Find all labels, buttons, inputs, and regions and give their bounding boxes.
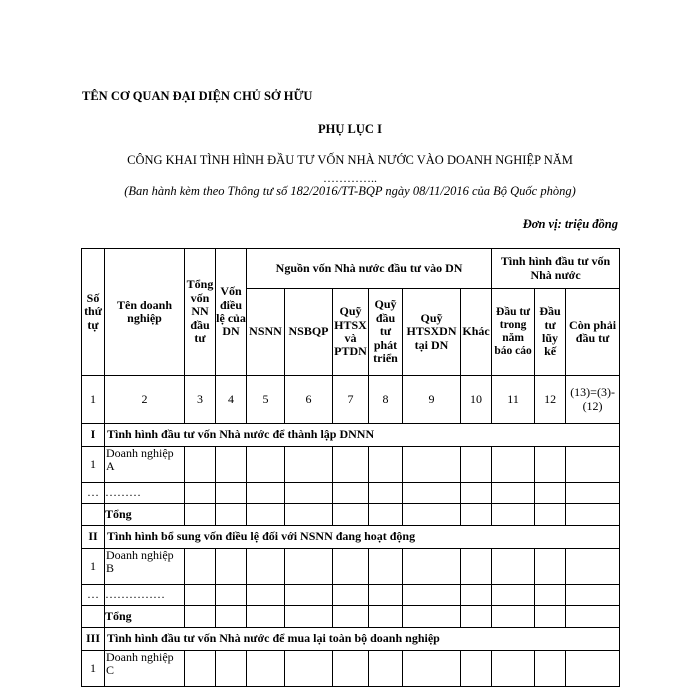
- empty-cell: [82, 606, 105, 628]
- empty-cell: [535, 549, 566, 585]
- empty-cell: [566, 504, 620, 526]
- empty-cell: [492, 606, 535, 628]
- header-khac: Khác: [461, 289, 492, 376]
- empty-cell: [247, 585, 285, 606]
- column-number: 10: [461, 376, 492, 424]
- empty-cell: [285, 483, 333, 504]
- empty-cell: [403, 585, 461, 606]
- empty-cell: [285, 504, 333, 526]
- empty-cell: [216, 447, 247, 483]
- empty-cell: [566, 606, 620, 628]
- row-number-dots: …: [82, 585, 105, 606]
- section-title: Tình hình đầu tư vốn Nhà nước để mua lại toàn bộ doanh nghiệp: [105, 628, 620, 651]
- unit-label: Đơn vị: triệu đồng: [522, 217, 618, 231]
- section-title: Tình hình đầu tư vốn Nhà nước để thành lập DNNN: [105, 424, 620, 447]
- empty-cell: [492, 549, 535, 585]
- enterprise-name: Doanh nghiệp B: [105, 549, 185, 585]
- header-nsbqp: NSBQP: [285, 289, 333, 376]
- empty-cell: [247, 504, 285, 526]
- empty-cell: [185, 447, 216, 483]
- column-number: 7: [333, 376, 369, 424]
- empty-cell: [492, 651, 535, 687]
- empty-cell: [333, 504, 369, 526]
- empty-cell: [333, 549, 369, 585]
- section-roman: III: [82, 628, 105, 651]
- total-label: Tổng: [105, 606, 185, 628]
- header-tinh-hinh-group: Tình hình đầu tư vốn Nhà nước: [492, 249, 620, 289]
- header-stt: Số thứ tự: [82, 249, 105, 376]
- row-number-dots: …: [82, 483, 105, 504]
- empty-cell: [216, 504, 247, 526]
- column-number: 1: [82, 376, 105, 424]
- empty-cell: [535, 483, 566, 504]
- empty-cell: [369, 447, 403, 483]
- header-tong-von: Tổng vốn NN đầu tư: [185, 249, 216, 376]
- empty-cell: [247, 483, 285, 504]
- empty-cell: [461, 606, 492, 628]
- header-dau-tu-trong-nam: Đầu tư trong năm báo cáo: [492, 289, 535, 376]
- table-row: [82, 447, 620, 483]
- empty-cell: [566, 651, 620, 687]
- header-quy-dau-tu-phat-trien: Quỹ đầu tư phát triển: [369, 289, 403, 376]
- total-row: [82, 606, 620, 628]
- enterprise-name: Doanh nghiệp C: [105, 651, 185, 687]
- empty-cell: [492, 504, 535, 526]
- empty-cell: [247, 606, 285, 628]
- table-row: [82, 549, 620, 585]
- empty-cell: [535, 504, 566, 526]
- empty-cell: [185, 606, 216, 628]
- empty-cell: [535, 447, 566, 483]
- column-number: 9: [403, 376, 461, 424]
- empty-cell: [403, 504, 461, 526]
- column-number: (13)=(3)-(12): [566, 376, 620, 424]
- empty-cell: [333, 651, 369, 687]
- empty-cell: [535, 585, 566, 606]
- section-roman: I: [82, 424, 105, 447]
- column-number: 3: [185, 376, 216, 424]
- empty-cell: [535, 606, 566, 628]
- empty-cell: [333, 585, 369, 606]
- column-number: 5: [247, 376, 285, 424]
- empty-cell: [185, 504, 216, 526]
- column-number-row: [82, 376, 620, 424]
- empty-cell: [566, 483, 620, 504]
- empty-cell: [216, 585, 247, 606]
- empty-cell: [82, 504, 105, 526]
- empty-cell: [247, 651, 285, 687]
- empty-cell: [247, 447, 285, 483]
- empty-cell: [216, 651, 247, 687]
- empty-cell: [216, 549, 247, 585]
- empty-cell: [492, 483, 535, 504]
- header-nguon-von-group: Nguồn vốn Nhà nước đầu tư vào DN: [247, 249, 492, 289]
- empty-cell: [369, 651, 403, 687]
- empty-cell: [461, 651, 492, 687]
- header-von-dieu-le: Vốn điều lệ của DN: [216, 249, 247, 376]
- enterprise-name-dots: ………: [105, 483, 185, 504]
- header-quy-htsx: Quỹ HTSX và PTDN: [333, 289, 369, 376]
- total-label: Tổng: [105, 504, 185, 526]
- column-number: 6: [285, 376, 333, 424]
- empty-cell: [492, 447, 535, 483]
- empty-cell: [403, 483, 461, 504]
- investment-table: [81, 248, 620, 687]
- empty-cell: [403, 447, 461, 483]
- empty-cell: [461, 504, 492, 526]
- empty-cell: [285, 651, 333, 687]
- empty-cell: [492, 585, 535, 606]
- empty-cell: [403, 549, 461, 585]
- empty-cell: [566, 447, 620, 483]
- column-number: 11: [492, 376, 535, 424]
- empty-cell: [333, 447, 369, 483]
- row-number: 1: [82, 447, 105, 483]
- column-number: 4: [216, 376, 247, 424]
- header-ten-doanh-nghiep: Tên doanh nghiệp: [105, 249, 185, 376]
- document-title: CÔNG KHAI TÌNH HÌNH ĐẦU TƯ VỐN NHÀ NƯỚC VÀO DOANH NGHIỆP NĂM: [127, 153, 573, 167]
- document-subtitle: (Ban hành kèm theo Thông tư số 182/2016/TT-BQP ngày 08/11/2016 của Bộ Quốc phòng): [124, 184, 576, 198]
- row-number: 1: [82, 549, 105, 585]
- agency-name: TÊN CƠ QUAN ĐẠI DIỆN CHỦ SỞ HỮU: [82, 89, 313, 103]
- header-quy-htsxdn: Quỹ HTSXDN tại DN: [403, 289, 461, 376]
- empty-cell: [285, 549, 333, 585]
- empty-cell: [461, 447, 492, 483]
- section-row-ii: [82, 526, 620, 549]
- enterprise-name: Doanh nghiệp A: [105, 447, 185, 483]
- empty-cell: [216, 483, 247, 504]
- table-row: [82, 483, 620, 504]
- empty-cell: [285, 585, 333, 606]
- empty-cell: [185, 585, 216, 606]
- header-nsnn: NSNN: [247, 289, 285, 376]
- empty-cell: [369, 504, 403, 526]
- empty-cell: [285, 606, 333, 628]
- enterprise-name-dots: ……………: [105, 585, 185, 606]
- empty-cell: [403, 651, 461, 687]
- section-roman: II: [82, 526, 105, 549]
- empty-cell: [403, 606, 461, 628]
- table-row: [82, 651, 620, 687]
- empty-cell: [461, 585, 492, 606]
- empty-cell: [185, 651, 216, 687]
- header-row-1: [82, 249, 620, 289]
- empty-cell: [185, 549, 216, 585]
- empty-cell: [369, 483, 403, 504]
- empty-cell: [461, 483, 492, 504]
- empty-cell: [333, 606, 369, 628]
- column-number: 8: [369, 376, 403, 424]
- empty-cell: [247, 549, 285, 585]
- empty-cell: [285, 447, 333, 483]
- table-row: [82, 585, 620, 606]
- empty-cell: [369, 606, 403, 628]
- empty-cell: [535, 651, 566, 687]
- row-number: 1: [82, 651, 105, 687]
- section-row-iii: [82, 628, 620, 651]
- empty-cell: [185, 483, 216, 504]
- section-row-i: [82, 424, 620, 447]
- document-title-year-placeholder: …………..: [323, 171, 377, 185]
- empty-cell: [566, 585, 620, 606]
- empty-cell: [566, 549, 620, 585]
- empty-cell: [369, 549, 403, 585]
- column-number: 2: [105, 376, 185, 424]
- empty-cell: [333, 483, 369, 504]
- empty-cell: [461, 549, 492, 585]
- header-dau-tu-luy-ke: Đầu tư lũy kế: [535, 289, 566, 376]
- total-row: [82, 504, 620, 526]
- column-number: 12: [535, 376, 566, 424]
- empty-cell: [216, 606, 247, 628]
- section-title: Tình hình bổ sung vốn điều lệ đối với NSNN đang hoạt động: [105, 526, 620, 549]
- empty-cell: [369, 585, 403, 606]
- appendix-title: PHỤ LỤC I: [318, 122, 382, 136]
- header-con-phai-dau-tu: Còn phải đầu tư: [566, 289, 620, 376]
